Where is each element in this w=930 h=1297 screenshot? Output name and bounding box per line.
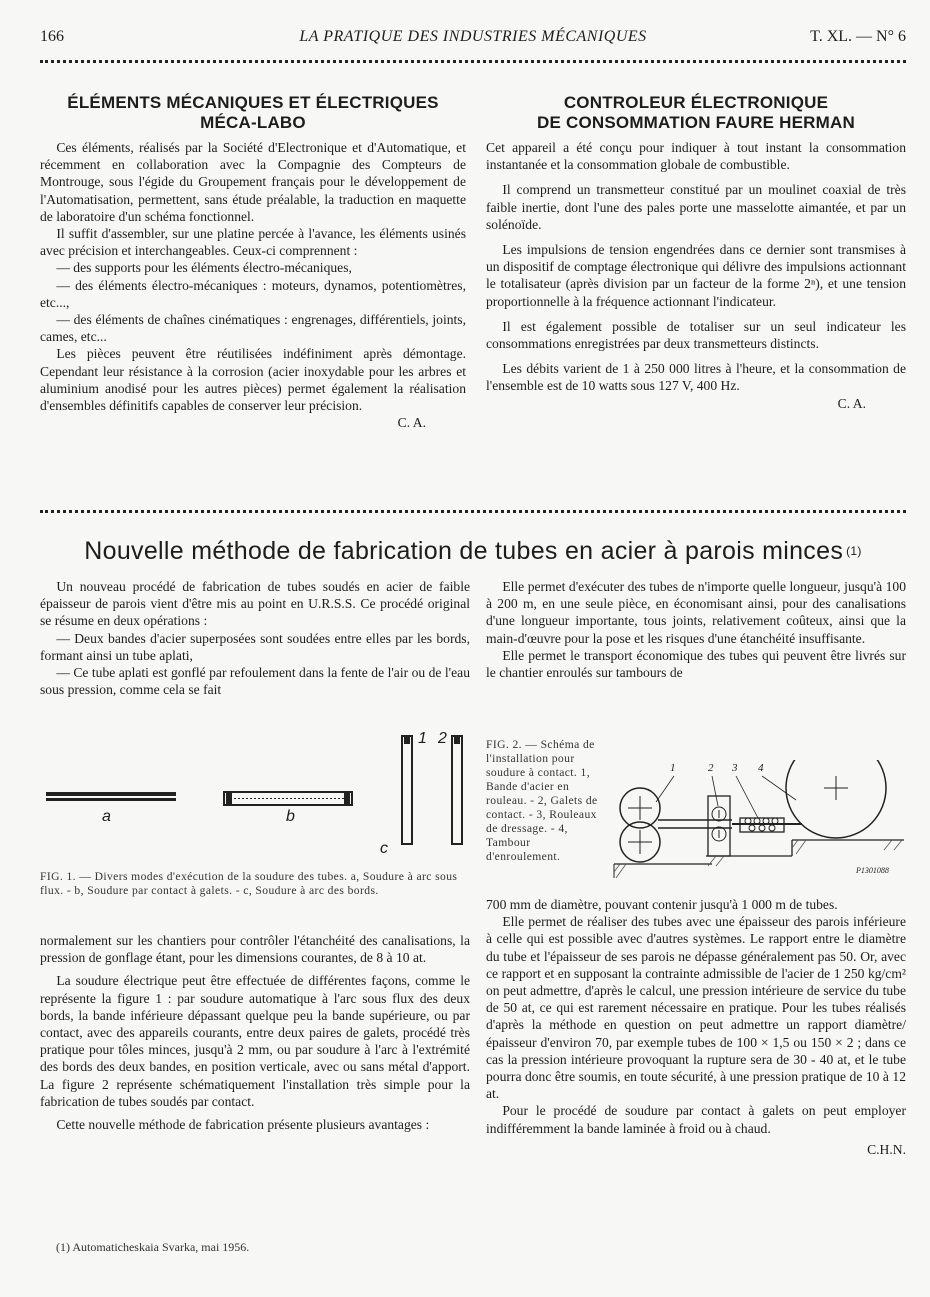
fig2-label-2: 2 (708, 762, 714, 774)
left-article-body (40, 139, 466, 431)
running-header (40, 28, 906, 52)
contact-rollers-drawing (708, 796, 730, 856)
fig1-label-b: b (286, 808, 295, 825)
paragraph: — Deux bandes d'acier superposées sont soudées entre elles par les bords, formant ainsi un tube aplati, (40, 630, 470, 663)
main-left-bottom-text (40, 932, 470, 1133)
paragraph: 700 mm de diamètre, pouvant contenir jusqu'à 1 000 m de tubes. (486, 897, 838, 912)
fig2-label-3: 3 (732, 762, 738, 774)
page-number: 166 (40, 28, 64, 45)
tube-c-drawing (402, 736, 462, 844)
left-article-title-line1: ÉLÉMENTS MÉCANIQUES ET ÉLECTRIQUES (67, 93, 439, 112)
main-article-signature: C.H.N. (867, 1141, 906, 1157)
paragraph: Cette nouvelle méthode de fabrication présente plusieurs avantages : (56, 1117, 430, 1133)
paragraph: Les débits varient de 1 à 250 000 litres à l'heure, et la consommation de l'ensemble est de 10 watts sous 127 V, 400 Hz. (486, 361, 906, 394)
paragraph: Les pièces peuvent être réutilisées indéfiniment après démontage. Cependant leur résistance à la corrosion (acier inoxydable pour les arbres et aluminium anodisé pour les autres pièces) permet également la réalisation d'ensembles définitifs capables de conserver leur précision. (40, 346, 466, 414)
paragraph: — des supports pour les éléments électro-mécaniques, (56, 260, 352, 276)
figure-1-drawing (40, 728, 470, 868)
winding-drum-drawing (786, 760, 886, 838)
paragraph: Elle permet d'exécuter des tubes de n'importe quelle longueur, jusqu'à 100 à 200 m, en une seule pièce, en économisant ainsi, pour des canalisations d'une longueur importante, tous joints, relativement coûteux, ainsi que la main-d'œuvre pour la pose et les risques d'une étanchéité insuffisante. (486, 579, 906, 646)
journal-title: LA PRATIQUE DES INDUSTRIES MÉCANIQUES (299, 28, 647, 45)
right-article-signature: C. A. (837, 395, 866, 411)
main-left-top-text (40, 578, 470, 698)
paragraph: Les impulsions de tension engendrées dans ce dernier sont transmises à un dispositif de comptage électronique qui délivre des impulsions actionnant le totalisateur (après division par un facteur de la forme 2ⁿ), et une tension proportionnelle à la fréquence actionnant l'indicateur. (486, 242, 906, 309)
paragraph: Ces éléments, réalisés par la Société d'Electronique et d'Automatique, et récemment en collaboration avec la Compagnie des Compteurs de Montrouge, sous l'égide du Groupement français pour le développement de l'Automatisation, permettent, sans étude préalable, la traduction en maquette de laboratoire d'un schéma fonctionnel. (40, 140, 466, 224)
paragraph: Elle permet le transport économique des tubes qui peuvent être livrés sur le chantier enroulés sur tambours de (486, 647, 906, 681)
paragraph: — Ce tube aplati est gonflé par refoulement dans la fente de l'air ou de l'eau sous pression, comme cela se fait (40, 665, 470, 698)
figure-2 (612, 760, 906, 882)
fig2-label-1: 1 (670, 762, 676, 774)
paragraph: Il suffit d'assembler, sur une platine percée à l'avance, les éléments usinés avec précision et interchangeables. Ceux-ci comprennent : (40, 226, 466, 259)
main-right-bottom-text (486, 896, 906, 1158)
fig1-label-c: c (380, 840, 388, 857)
left-article-title (40, 93, 466, 133)
figure-2-drawing (612, 760, 906, 882)
main-right-top-text (486, 578, 906, 681)
fig1-label-a: a (102, 808, 111, 825)
volume-issue: T. XL. — N° 6 (810, 28, 906, 45)
paragraph: — des éléments électro-mécaniques : moteurs, dynamos, potentiomètres, etc..., (40, 277, 466, 310)
right-article-body (486, 139, 906, 412)
paragraph: Pour le procédé de soudure par contact à galets on peut employer indifféremment la bande laminée à froid ou à chaud. (486, 1103, 906, 1136)
tube-b-drawing (224, 792, 352, 805)
title-footnote-marker: (1) (846, 544, 862, 558)
fig2-reference-code: P1301088 (856, 866, 889, 875)
paragraph: normalement sur les chantiers pour contrôler l'étanchéité des canalisations, la pression de gonflage étant, pour les dimensions courantes, de 8 à 10 at. (40, 933, 470, 966)
paragraph: Un nouveau procédé de fabrication de tubes soudés en acier de faible épaisseur de parois vient d'être mis au point en U.R.S.S. Ce procédé original se résume en deux opérations : (40, 579, 470, 629)
fig1-label-2: 2 (438, 730, 447, 747)
footnote: (1) Automaticheskaia Svarka, mai 1956. (56, 1240, 250, 1254)
figure-2-caption: FIG. 2. — Schéma de l'installation pour soudure à contact. 1, Bande d'acier en rouleau. - 2, Galets de contact. - 3, Rouleaux de dressage. - 4, Tambour d'enroulement. (486, 738, 598, 863)
tube-a-drawing (46, 792, 176, 801)
main-article-title (40, 536, 906, 566)
right-article-title-line1: CONTROLEUR ÉLECTRONIQUE (563, 93, 829, 112)
figure-1 (40, 728, 470, 868)
left-article-title-line2: MÉCA-LABO (200, 113, 306, 132)
figure-1-caption: FIG. 1. — Divers modes d'exécution de la soudure des tubes. a, Soudure à arc sous flux. - b, Soudure par contact à galets. - c, Soudure à arc des bords. (40, 870, 458, 897)
left-article-signature: C. A. (397, 415, 426, 431)
paragraph: La soudure électrique peut être effectuée de différentes façons, comme le représente la figure 1 : par soudure automatique à l'arc sous flux des deux bords, la bande inférieure dépassant quelque peu la bande supérieure, ou par contact, avec des appareils courants, entre deux paires de galets, procédé très pratique pour tôles minces, jusqu'à 2 mm, ou par soudure à l'arc à l'extrémité des bords des deux bandes, en position verticale, avec ou sans métal d'apport. La figure 2 représente schématiquement l'installation très simple pour la fabrication de tubes soudés par contact. (40, 973, 470, 1109)
right-article-title (486, 93, 906, 133)
section-dotted-rule (40, 510, 906, 517)
paragraph: Il est également possible de totaliser sur un seul indicateur les consommations enregistrées par deux transmetteurs distincts. (486, 318, 906, 352)
strip-coil-drawing (620, 788, 660, 862)
main-article-title-text: Nouvelle méthode de fabrication de tubes en acier à parois minces (84, 537, 844, 565)
header-dotted-rule (40, 60, 906, 67)
paragraph: Cet appareil a été conçu pour indiquer à tout instant la consommation instantanée et la consommation globale de combustible. (486, 140, 906, 173)
paragraph: Elle permet de réaliser des tubes avec une épaisseur des parois inférieure à celle qui est possible avec d'autres systèmes. Le rapport entre le diamètre du tube et l'épaisseur de ses parois ne dépasse généralement pas 50. Or, avec ce rapport et en supposant la contrainte admissible de l'acier de 1 250 kg/cm² on peut admettre, d'après le calcul, une pression intérieure de service du tube de 50 at, ce qui est rarement nécessaire en pratique. Pour les tubes réalisés d'après la méthode en question on peut admettre un rapport diamètre/épaisseur d'environ 70, par exemple tubes de 100 × 1,5 ou 150 × 2 ; dans ce cas la pression intérieure provoquant la rupture sera de 30 - 40 at, et le tube pourra donc être soumis, en toute sécurité, à une pression pratique de 10 à 12 at. (486, 914, 906, 1102)
fig2-label-4: 4 (758, 762, 764, 774)
fig1-label-1: 1 (418, 730, 427, 747)
paragraph: — des éléments de chaînes cinématiques : engrenages, différentiels, joints, cames, etc... (40, 312, 466, 345)
right-article-title-line2: DE CONSOMMATION FAURE HERMAN (537, 113, 855, 132)
paragraph: Il comprend un transmetteur constitué par un moulinet coaxial de très faible inertie, dont l'une des pales porte une masselotte aimantée, et par un solénoïde. (486, 182, 906, 232)
